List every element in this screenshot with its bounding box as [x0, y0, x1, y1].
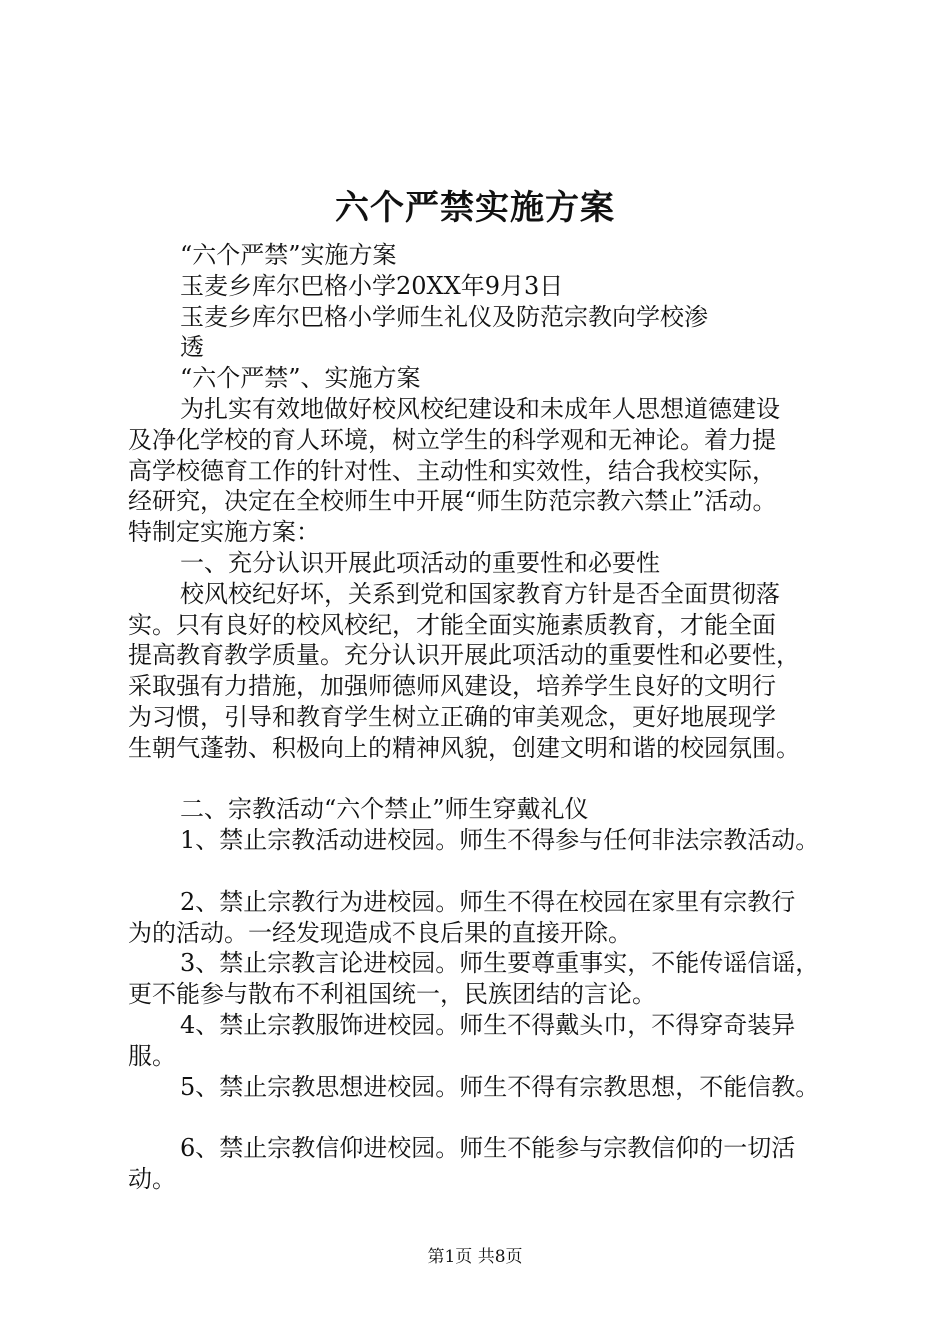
- section-heading: 一、充分认识开展此项活动的重要性和必要性: [180, 548, 660, 577]
- heading-line: 透: [180, 333, 204, 362]
- paragraph-line: 高学校德育工作的针对性、主动性和实效性，结合我校实际，: [128, 456, 776, 485]
- blank-line: [128, 1102, 848, 1133]
- rule-item: 4、禁止宗教服饰进校园。师生不得戴头巾，不得穿奇装异: [180, 1010, 796, 1039]
- school-date-line: 玉麦乡库尔巴格小学20XX年9月3日: [180, 271, 564, 300]
- rule-item: 为的活动。一经发现造成不良后果的直接开除。: [128, 918, 632, 947]
- rule-item: 动。: [128, 1164, 176, 1193]
- paragraph-line: 为习惯，引导和教育学生树立正确的审美观念，更好地展现学: [128, 702, 776, 731]
- rule-item: 2、禁止宗教行为进校园。师生不得在校园在家里有宗教行: [180, 887, 796, 916]
- document-body: [128, 240, 848, 1195]
- subtitle-line: “六个严禁”实施方案: [180, 241, 397, 269]
- paragraph-line: 提高教育教学质量。充分认识开展此项活动的重要性和必要性，: [128, 641, 800, 670]
- page-number: 第1页 共8页: [427, 1247, 523, 1267]
- paragraph-line: 采取强有力措施，加强师德师风建设，培养学生良好的文明行: [128, 672, 776, 701]
- rule-item: 6、禁止宗教信仰进校园。师生不能参与宗教信仰的一切活: [180, 1134, 796, 1163]
- rule-item: 服。: [128, 1041, 176, 1070]
- paragraph-line: 特制定实施方案：: [128, 518, 320, 547]
- rule-item: 3、禁止宗教言论进校园。师生要尊重事实，不能传谣信谣，: [180, 949, 820, 978]
- paragraph-line: 经研究，决定在全校师生中开展“师生防范宗教六禁止”活动。: [128, 487, 777, 516]
- section-heading: 二、宗教活动“六个禁止”师生穿戴礼仪: [180, 795, 589, 824]
- paragraph-line: 生朝气蓬勃、积极向上的精神风貌，创建文明和谐的校园氛围。: [128, 733, 800, 762]
- paragraph-line: 及净化学校的育人环境，树立学生的科学观和无神论。着力提: [128, 425, 776, 454]
- paragraph-line: 实。只有良好的校风校纪，才能全面实施素质教育，才能全面: [128, 610, 776, 639]
- paragraph-line: 校风校纪好坏，关系到党和国家教育方针是否全面贯彻落: [180, 579, 780, 608]
- heading-line: “六个严禁”、实施方案: [180, 364, 421, 393]
- heading-line: 玉麦乡库尔巴格小学师生礼仪及防范宗教向学校渗: [180, 302, 708, 331]
- blank-line: [128, 856, 848, 887]
- blank-line: [128, 764, 848, 795]
- rule-item: 更不能参与散布不利祖国统一，民族团结的言论。: [128, 980, 656, 1009]
- rule-item: 5、禁止宗教思想进校园。师生不得有宗教思想，不能信教。: [180, 1072, 820, 1101]
- document-title: 六个严禁实施方案: [335, 188, 615, 228]
- rule-item: 1、禁止宗教活动进校园。师生不得参与任何非法宗教活动。: [180, 826, 820, 855]
- paragraph-line: 为扎实有效地做好校风校纪建设和未成年人思想道德建设: [180, 394, 780, 423]
